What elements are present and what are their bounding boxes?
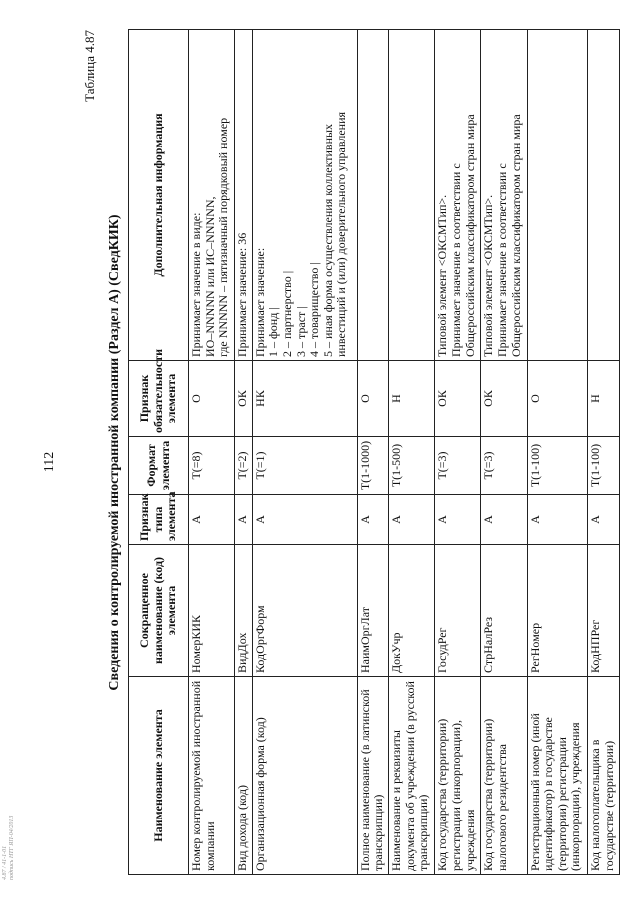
cell-type: А bbox=[235, 495, 253, 545]
table-row bbox=[588, 30, 620, 875]
cell-name: Полное наименование (в латинской транскрипции) bbox=[357, 677, 389, 875]
cell-info bbox=[435, 30, 481, 361]
cell-type: А bbox=[435, 495, 481, 545]
cell-code: НаимОргЛат bbox=[357, 545, 389, 677]
cell-name: Организационная форма (код) bbox=[252, 677, 357, 875]
table-row bbox=[435, 30, 481, 875]
cell-code: НомерКИК bbox=[189, 545, 235, 677]
cell-info bbox=[357, 30, 389, 361]
info-line: 2 – партнерство | bbox=[280, 270, 295, 357]
cell-required: О bbox=[189, 361, 235, 437]
header-name: Наименование элемента bbox=[129, 677, 189, 875]
cell-name: Наименование и реквизиты документа об учреждении (в русской транскрипции) bbox=[389, 677, 435, 875]
cell-info bbox=[588, 30, 620, 361]
cell-required: ОК bbox=[435, 361, 481, 437]
cell-info bbox=[252, 30, 357, 361]
cell-code: КодОргФорм bbox=[252, 545, 357, 677]
cell-name: Вид дохода (код) bbox=[235, 677, 253, 875]
info-line: 5 – иная форма осуществления коллективных bbox=[320, 123, 335, 357]
info-line: Принимает значение в виде: bbox=[189, 212, 203, 357]
cell-format: T(=2) bbox=[235, 437, 253, 495]
header-info: Дополнительная информация bbox=[129, 30, 189, 361]
info-line: Принимает значение: 36 bbox=[235, 232, 250, 357]
cell-type: А bbox=[389, 495, 435, 545]
cell-required: ОК bbox=[235, 361, 253, 437]
table-label: Таблица 4.87 bbox=[82, 30, 97, 102]
header-format: Формат элемента bbox=[129, 437, 189, 495]
table-row bbox=[389, 30, 435, 875]
cell-format: T(=3) bbox=[481, 437, 527, 495]
cell-name: Код налогоплательщика в государстве (территории) bbox=[588, 677, 620, 875]
table-row bbox=[357, 30, 389, 875]
rotated-content bbox=[82, 30, 622, 875]
cell-code: ГосудРег bbox=[435, 545, 481, 677]
cell-required: НК bbox=[252, 361, 357, 437]
cell-format: T(1-1000) bbox=[357, 437, 389, 495]
table-row bbox=[252, 30, 357, 875]
cell-required: О bbox=[527, 361, 588, 437]
table-row bbox=[527, 30, 588, 875]
cell-format: T(=3) bbox=[435, 437, 481, 495]
cell-info bbox=[235, 30, 253, 361]
cell-required: Н bbox=[588, 361, 620, 437]
table-row bbox=[235, 30, 253, 875]
cell-required: Н bbox=[389, 361, 435, 437]
info-line: 1 – фонд | bbox=[266, 307, 281, 357]
info-line: Принимает значение в соответствии с bbox=[495, 163, 510, 357]
cell-format: T(=8) bbox=[189, 437, 235, 495]
header-code: Сокращенное наименование (код) элемента bbox=[129, 545, 189, 677]
cell-name: Код государства (территории) регистрации (инкорпорации), учреждения bbox=[435, 677, 481, 875]
info-line: 4 – товарищество | bbox=[307, 262, 322, 357]
cell-code: СтрНалРез bbox=[481, 545, 527, 677]
info-line: Принимает значение в соответствии с bbox=[448, 163, 463, 357]
table-header-row bbox=[129, 30, 189, 875]
cell-required: О bbox=[357, 361, 389, 437]
cell-required: ОК bbox=[481, 361, 527, 437]
cell-type: А bbox=[481, 495, 527, 545]
header-required: Признак обязательности элемента bbox=[129, 361, 189, 437]
info-line: Общероссийским классификатором стран мира bbox=[462, 114, 477, 357]
cell-name: Код государства (территории) налогового резидентства bbox=[481, 677, 527, 875]
info-line: Типовой элемент <ОКСМТип>. bbox=[435, 194, 450, 357]
cell-format: T(=1) bbox=[252, 437, 357, 495]
info-line: инвестиций и (или) доверительного управления bbox=[334, 111, 349, 357]
header-type: Признак типа элемента bbox=[129, 495, 189, 545]
info-line: Общероссийским классификатором стран мира bbox=[508, 114, 523, 357]
elements-table bbox=[128, 29, 620, 875]
cell-type: А bbox=[189, 495, 235, 545]
info-line: 3 – траст | bbox=[293, 306, 308, 357]
info-line: ИО–NNNNN или ИС–NNNNN, bbox=[202, 196, 217, 357]
info-line: Принимает значение: bbox=[252, 247, 267, 357]
cell-code: РегНомер bbox=[527, 545, 588, 677]
table-title: Сведения о контролируемой иностранной компании (Раздел А) (СведКИК) bbox=[107, 214, 122, 691]
cell-info bbox=[389, 30, 435, 361]
cell-info bbox=[481, 30, 527, 361]
cell-format: T(1-100) bbox=[588, 437, 620, 495]
cell-name: Регистрационный номер (иной идентификатор) в государстве (территории) регистрации (инкорпорации), учреждения bbox=[527, 677, 588, 875]
cell-info bbox=[527, 30, 588, 361]
cell-info bbox=[189, 30, 235, 361]
cell-type: А bbox=[527, 495, 588, 545]
cell-type: А bbox=[588, 495, 620, 545]
cell-type: А bbox=[357, 495, 389, 545]
cell-code: КодНПРег bbox=[588, 545, 620, 677]
info-line: где NNNNN – пятизначный порядковый номер bbox=[216, 117, 231, 357]
handwritten-stamp: 4.87 / 41-1-01 подпись НТГ ЯП-04/2013 bbox=[2, 815, 15, 880]
cell-code: ВидДох bbox=[235, 545, 253, 677]
cell-code: ДокУчр bbox=[389, 545, 435, 677]
info-line: Типовой элемент <ОКСМТип>. bbox=[481, 194, 496, 357]
table-row bbox=[481, 30, 527, 875]
cell-type: А bbox=[252, 495, 357, 545]
page-number: 112 bbox=[42, 451, 57, 473]
cell-format: T(1-500) bbox=[389, 437, 435, 495]
cell-format: T(1-100) bbox=[527, 437, 588, 495]
cell-name: Номер контролируемой иностранной компании bbox=[189, 677, 235, 875]
table-row bbox=[189, 30, 235, 875]
